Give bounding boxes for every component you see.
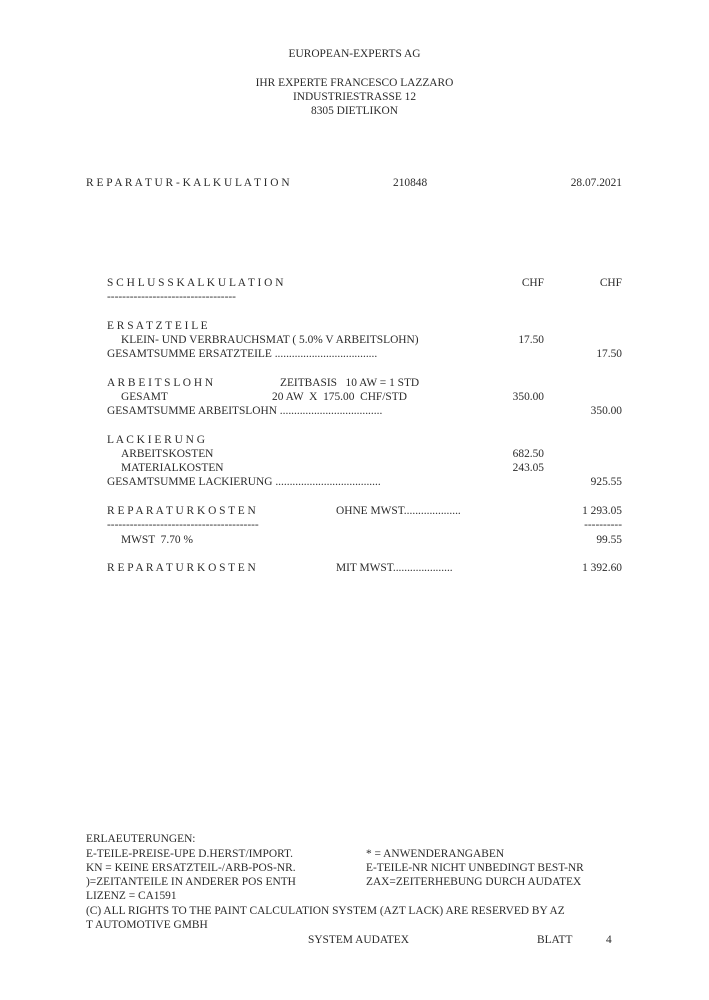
lackierung-total-label: GESAMTSUMME LACKIERUNG ..................................... xyxy=(107,476,381,488)
mwst-label: MWST 7.70 % xyxy=(121,534,193,546)
legend-lizenz: LIZENZ = CA1591 xyxy=(86,890,177,902)
footer-platt-label: BLATT xyxy=(537,934,573,946)
currency-column-1: CHF xyxy=(521,277,544,289)
arbeitslohn-zeitbasis: ZEITBASIS 10 AW = 1 STD xyxy=(280,377,420,389)
document-date: 28.07.2021 xyxy=(570,177,622,189)
footer-system: SYSTEM AUDATEX xyxy=(308,934,409,946)
arbeitslohn-gesamt-label: GESAMT xyxy=(121,391,168,403)
expert-name: IHR EXPERTE FRANCESCO LAZZARO xyxy=(255,77,454,89)
arbeitslohn-gesamt-calc: 20 AW X 175.00 CHF/STD xyxy=(272,391,407,403)
legend-copyright-1: (C) ALL RIGHTS TO THE PAINT CALCULATION SYSTEM (AZT LACK) ARE RESERVED BY AZ xyxy=(86,905,565,917)
lackierung-heading: L A C K I E R U N G xyxy=(107,434,205,446)
ersatzteile-item-value: 17.50 xyxy=(518,334,544,346)
reparaturkosten-mit-value: 1 392.60 xyxy=(582,562,622,574)
lackierung-materialkosten-label: MATERIALKOSTEN xyxy=(121,462,224,474)
summary-underline: ---------------------------------- xyxy=(107,291,236,303)
reparaturkosten-rule-left: ---------------------------------------- xyxy=(107,519,259,531)
mwst-value: 99.55 xyxy=(596,534,622,546)
reparaturkosten-ohne-label: OHNE MWST.................... xyxy=(336,505,461,517)
ersatzteile-total-label: GESAMTSUMME ERSATZTEILE .................................... xyxy=(107,348,378,360)
document-title: R E P A R A T U R - K A L K U L A T I O N xyxy=(86,177,290,189)
reparaturkosten-mit-heading: R E P A R A T U R K O S T E N xyxy=(107,562,256,574)
document-number: 210848 xyxy=(393,177,428,189)
lackierung-arbeitskosten-label: ARBEITSKOSTEN xyxy=(121,448,214,460)
ersatzteile-heading: E R S A T Z T E I L E xyxy=(107,320,208,332)
address-street: INDUSTRIESTRASSE 12 xyxy=(292,91,417,103)
reparaturkosten-mit-label: MIT MWST..................... xyxy=(336,562,453,574)
legend-copyright-2: T AUTOMOTIVE GMBH xyxy=(86,919,208,931)
legend-row2-right: E-TEILE-NR NICHT UNBEDINGT BEST-NR xyxy=(366,862,584,874)
reparaturkosten-ohne-heading: R E P A R A T U R K O S T E N xyxy=(107,505,256,517)
arbeitslohn-total-label: GESAMTSUMME ARBEITSLOHN .................................... xyxy=(107,405,383,417)
address-city: 8305 DIETLIKON xyxy=(311,105,398,117)
arbeitslohn-total-value: 350.00 xyxy=(590,405,622,417)
currency-column-2: CHF xyxy=(599,277,622,289)
legend-row3-left: )=ZEITANTEILE IN ANDERER POS ENTH xyxy=(86,876,296,888)
legend-row1-left: E-TEILE-PREISE-UPE D.HERST/IMPORT. xyxy=(86,848,293,860)
legend-title: ERLAEUTERUNGEN: xyxy=(86,833,196,845)
arbeitslohn-gesamt-value: 350.00 xyxy=(512,391,544,403)
legend-row3-right: ZAX=ZEITERHEBUNG DURCH AUDATEX xyxy=(366,876,582,888)
legend-row1-right: * = ANWENDERANGABEN xyxy=(366,848,505,860)
legend-row2-left: KN = KEINE ERSATZTEIL-/ARB-POS-NR. xyxy=(86,862,296,874)
lackierung-materialkosten-value: 243.05 xyxy=(512,462,544,474)
ersatzteile-total-value: 17.50 xyxy=(596,348,622,360)
footer-platt-number: 4 xyxy=(606,934,612,946)
arbeitslohn-heading: A R B E I T S L O H N xyxy=(107,377,214,389)
lackierung-total-value: 925.55 xyxy=(590,476,622,488)
reparaturkosten-ohne-value: 1 293.05 xyxy=(582,505,622,517)
company-name: EUROPEAN-EXPERTS AG xyxy=(288,48,421,60)
summary-heading: S C H L U S S K A L K U L A T I O N xyxy=(107,277,284,289)
lackierung-arbeitskosten-value: 682.50 xyxy=(512,448,544,460)
reparaturkosten-rule-right: ---------- xyxy=(584,519,622,531)
ersatzteile-item-label: KLEIN- UND VERBRAUCHSMAT ( 5.0% V ARBEITSLOHN) xyxy=(121,334,419,346)
